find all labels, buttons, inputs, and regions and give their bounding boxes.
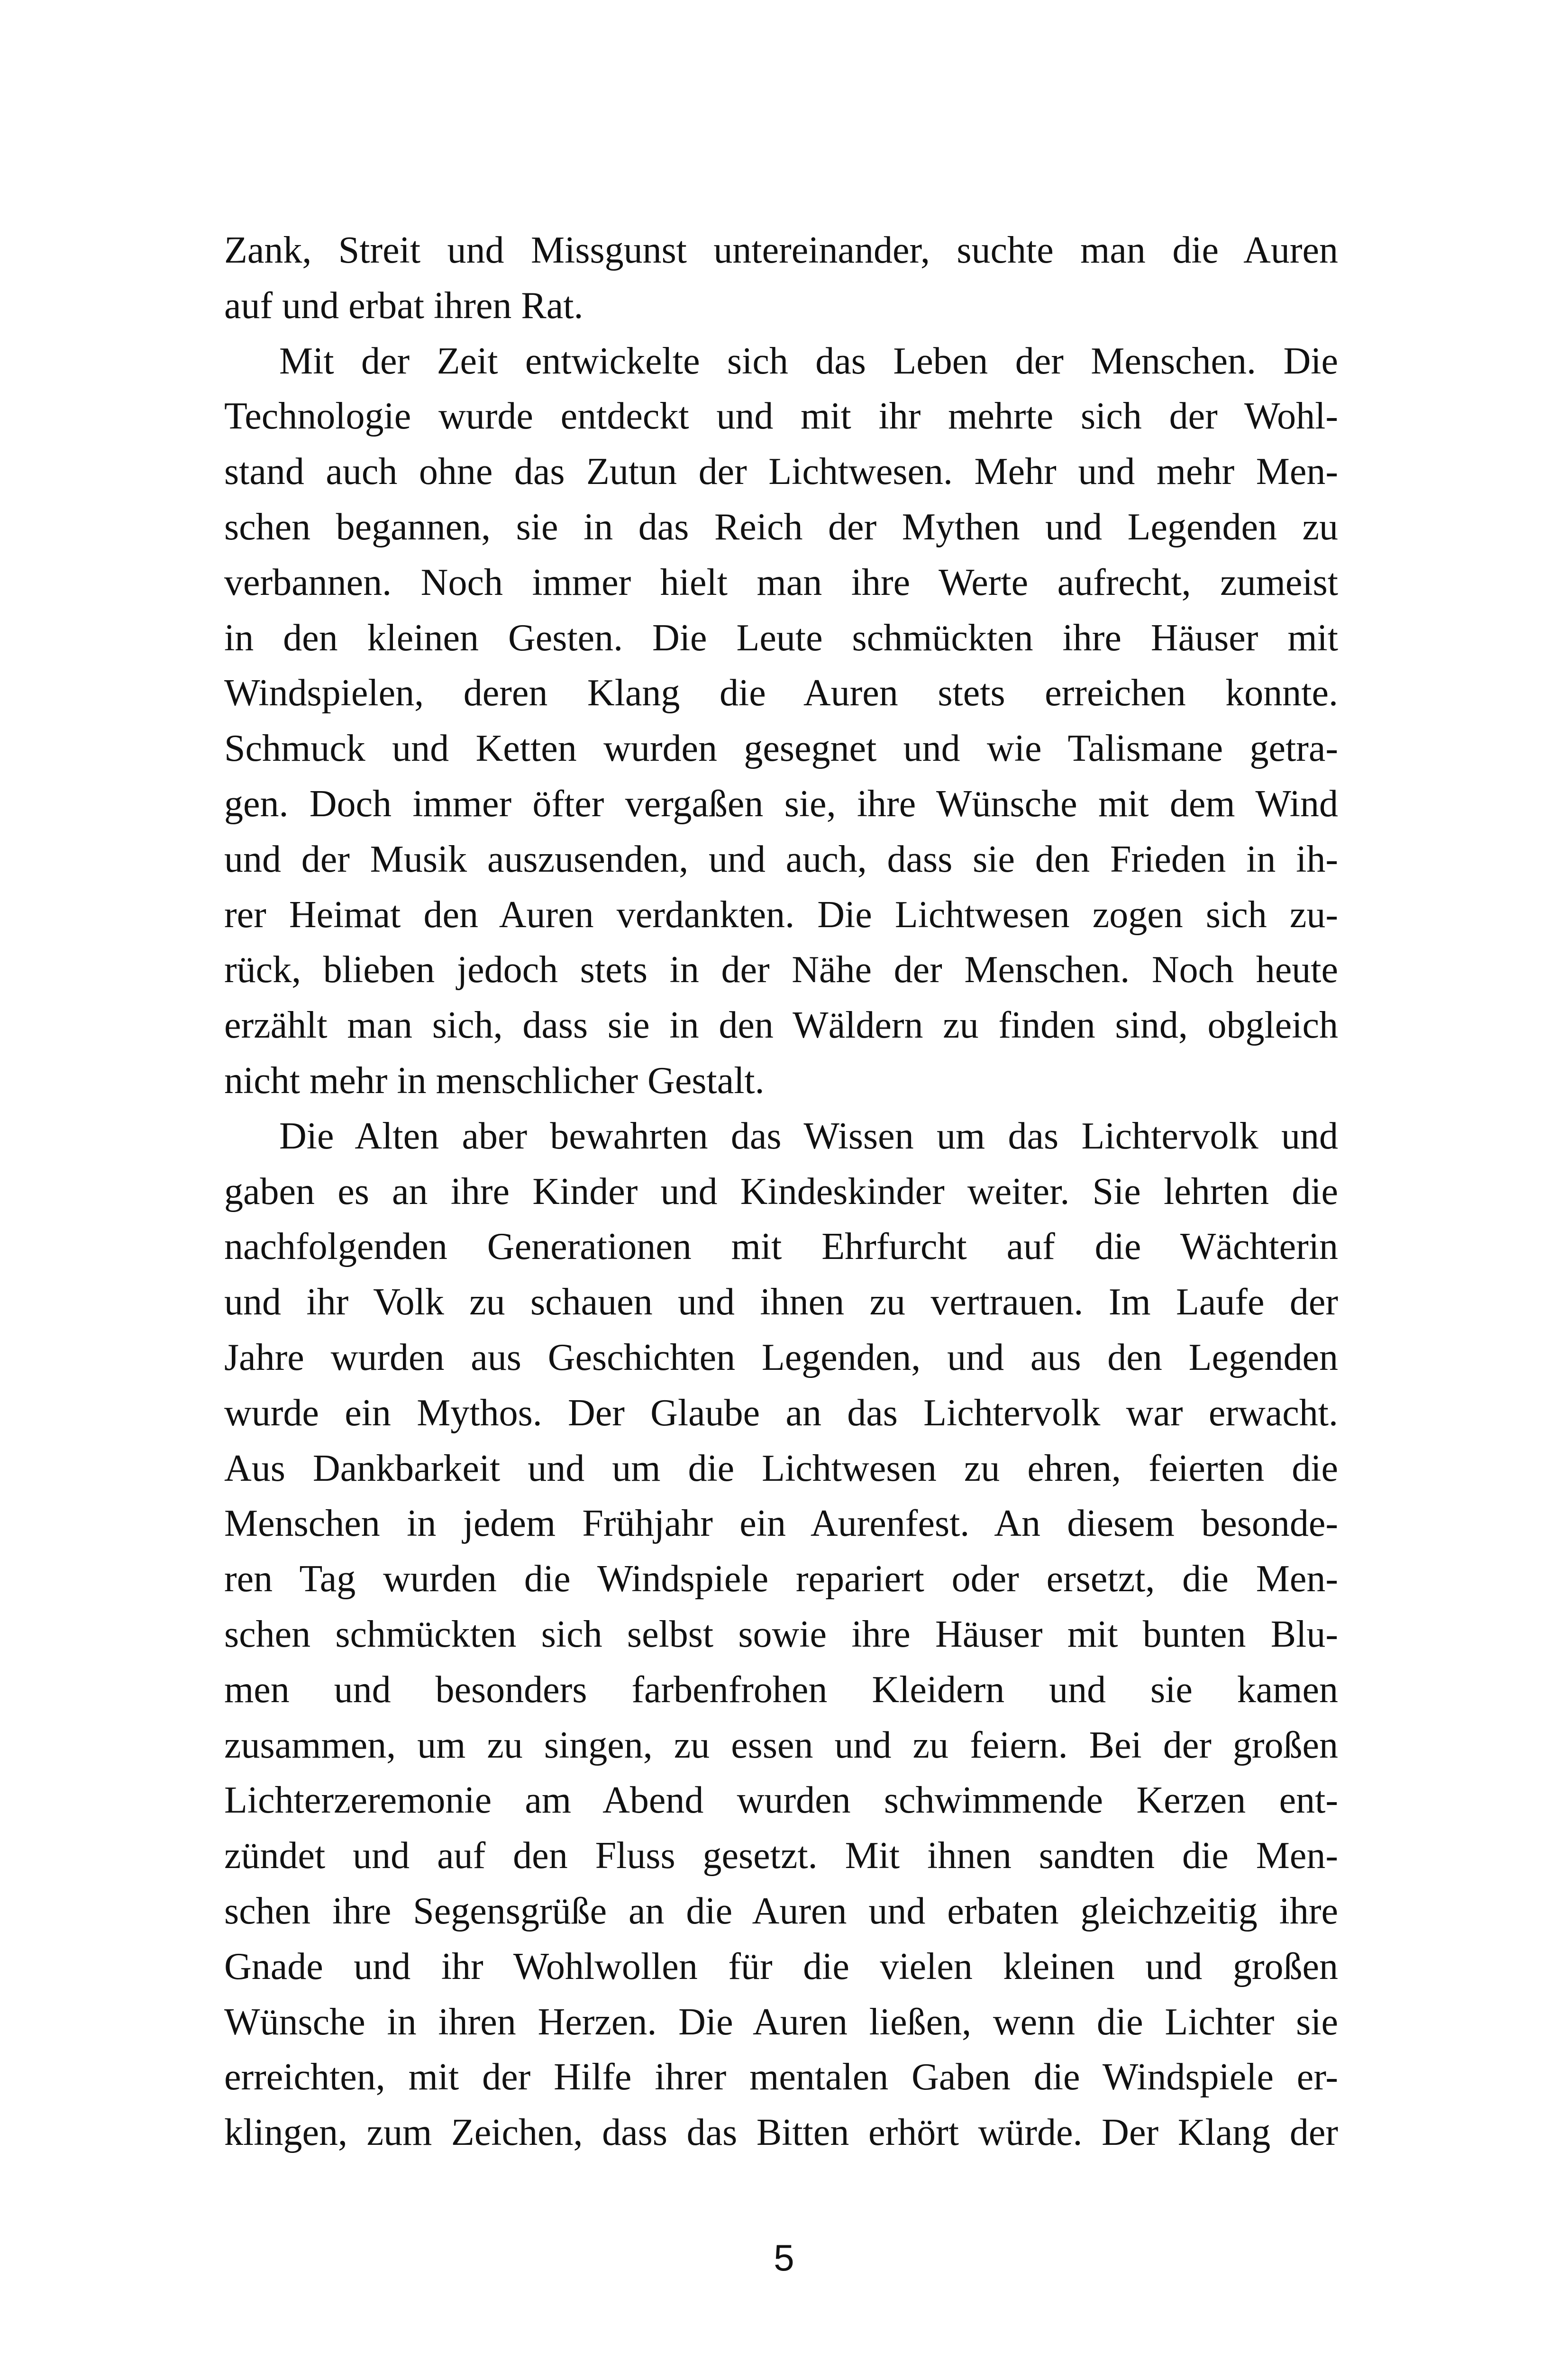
text-line: Die Alten aber bewahrten das Wissen um das Lichtervolk und — [279, 1115, 1338, 1157]
text-line: Wünsche in ihren Herzen. Die Auren ließen, wenn die Lichter sie — [224, 2001, 1338, 2043]
text-line: stand auch ohne das Zutun der Lichtwesen. Mehr und mehr Men- — [224, 451, 1338, 493]
text-line: schen begannen, sie in das Reich der Mythen und Legenden zu — [224, 506, 1338, 548]
text-line: Jahre wurden aus Geschichten Legenden, und aus den Legenden — [224, 1336, 1338, 1378]
text-line: Windspielen, deren Klang die Auren stets erreichen konnte. — [224, 672, 1338, 714]
text-line: erzählt man sich, dass sie in den Wäldern zu finden sind, obgleich — [224, 1004, 1338, 1047]
text-line: auf und erbat ihren Rat. — [224, 284, 583, 327]
paragraph — [224, 334, 1338, 1109]
text-line: Gnade und ihr Wohlwollen für die vielen kleinen und großen — [224, 1945, 1338, 1987]
text-line: ren Tag wurden die Windspiele repariert oder ersetzt, die Men- — [224, 1558, 1338, 1600]
text-line: erreichten, mit der Hilfe ihrer mentalen Gaben die Windspiele er- — [224, 2056, 1338, 2098]
text-line: gaben es an ihre Kinder und Kindeskinder weiter. Sie lehrten die — [224, 1170, 1338, 1212]
text-line: schen ihre Segensgrüße an die Auren und erbaten gleichzeitig ihre — [224, 1890, 1338, 1932]
body-text — [224, 223, 1338, 2160]
text-line: verbannen. Noch immer hielt man ihre Werte aufrecht, zumeist — [224, 561, 1338, 603]
text-line: nachfolgenden Generationen mit Ehrfurcht auf die Wächterin — [224, 1226, 1338, 1268]
text-line: Schmuck und Ketten wurden gesegnet und wie Talismane getra- — [224, 728, 1338, 770]
text-line: Mit der Zeit entwickelte sich das Leben der Menschen. Die — [279, 340, 1338, 382]
text-line: Lichterzeremonie am Abend wurden schwimmende Kerzen ent- — [224, 1779, 1338, 1822]
text-line: Aus Dankbarkeit und um die Lichtwesen zu ehren, feierten die — [224, 1447, 1338, 1489]
text-line: Technologie wurde entdeckt und mit ihr mehrte sich der Wohl- — [224, 395, 1338, 438]
text-line: zündet und auf den Fluss gesetzt. Mit ihnen sandten die Men- — [224, 1835, 1338, 1877]
text-line: rer Heimat den Auren verdankten. Die Lichtwesen zogen sich zu- — [224, 893, 1338, 936]
text-line: klingen, zum Zeichen, dass das Bitten erhört würde. Der Klang der — [224, 2112, 1338, 2154]
text-line: und ihr Volk zu schauen und ihnen zu vertrauen. Im Laufe der — [224, 1281, 1338, 1323]
text-line: zusammen, um zu singen, zu essen und zu feiern. Bei der großen — [224, 1724, 1338, 1766]
text-line: Zank, Streit und Missgunst untereinander, suchte man die Auren — [224, 229, 1338, 271]
paragraph — [224, 1109, 1338, 2160]
text-line: schen schmückten sich selbst sowie ihre Häuser mit bunten Blu- — [224, 1613, 1338, 1655]
text-line: nicht mehr in menschlicher Gestalt. — [224, 1059, 765, 1102]
text-line: in den kleinen Gesten. Die Leute schmückten ihre Häuser mit — [224, 617, 1338, 659]
text-line: wurde ein Mythos. Der Glaube an das Lichtervolk war erwacht. — [224, 1392, 1338, 1434]
text-line: gen. Doch immer öfter vergaßen sie, ihre Wünsche mit dem Wind — [224, 783, 1338, 825]
page-number: 5 — [774, 2236, 794, 2279]
text-line: rück, blieben jedoch stets in der Nähe der Menschen. Noch heute — [224, 949, 1338, 991]
paragraph — [224, 223, 1338, 334]
text-line: Menschen in jedem Frühjahr ein Aurenfest. An diesem besonde- — [224, 1503, 1338, 1545]
text-line: und der Musik auszusenden, und auch, dass sie den Frieden in ih- — [224, 838, 1338, 880]
text-line: men und besonders farbenfrohen Kleidern und sie kamen — [224, 1668, 1338, 1711]
